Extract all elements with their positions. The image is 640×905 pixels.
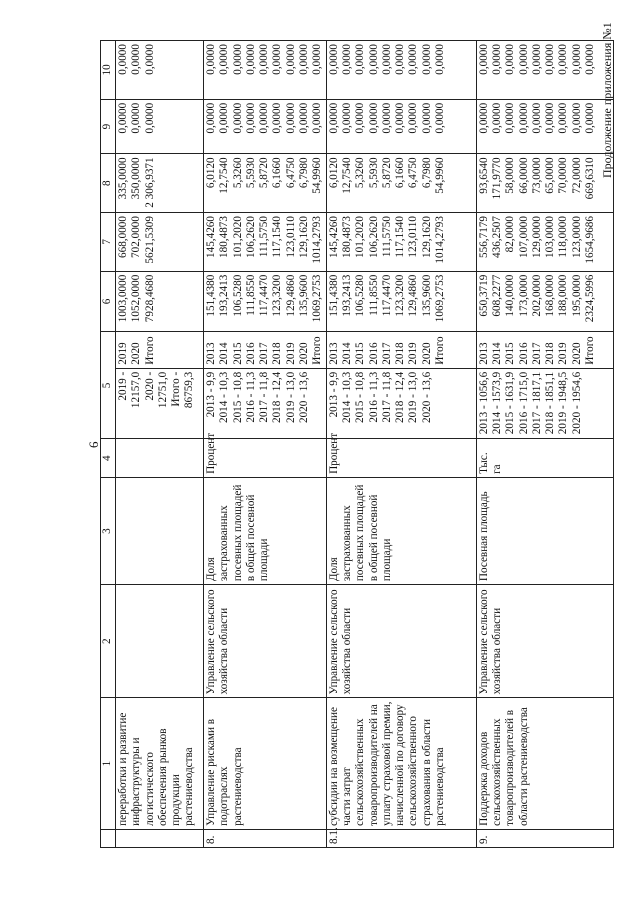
funding-col-8: 335,0000 350,0000 2 306,9371: [116, 154, 204, 213]
funding-col-8: 6,0120 12,7540 5,3260 5,5930 5,8720 6,1660 6,4750 6,7980 54,9960: [204, 154, 327, 213]
row-number: [116, 829, 204, 847]
header-col-5: 5: [101, 332, 116, 439]
funding-col-10: 0,0000 0,0000 0,0000 0,0000 0,0000 0,0000 0,0000 0,0000 0,0000: [204, 41, 327, 100]
funding-col-10: 0,0000 0,0000 0,0000 0,0000 0,0000 0,0000 0,0000 0,0000 0,0000: [476, 41, 613, 100]
row-number: 8.: [204, 829, 327, 847]
header-col-3: 3: [101, 477, 116, 584]
page-number: 6: [86, 441, 101, 448]
funding-col-10: 0,0000 0,0000 0,0000: [116, 41, 204, 100]
header-col-6: 6: [101, 271, 116, 332]
unit: Процент: [326, 439, 476, 477]
indicator-values-by-year: 2013 - 9,9 2014 - 10,3 2015 - 10,8 2016 - 11,3 2017 - 11,8 2018 - 12,4 2019 - 13,0 2020 - 13,6: [204, 368, 327, 439]
funding-col-10: 0,0000 0,0000 0,0000 0,0000 0,0000 0,0000 0,0000 0,0000 0,0000: [326, 41, 476, 100]
funding-col-7: 145,4260 180,4873 101,2020 106,2620 111,5750 117,1540 123,0110 129,1620 1014,2793: [204, 213, 327, 272]
table-row: [326, 41, 476, 848]
row-number: 9.: [476, 829, 613, 847]
header-num: [101, 829, 116, 847]
responsible-org: Управление сельского хозяйства области: [326, 585, 476, 698]
header-col-10: 10: [101, 41, 116, 100]
funding-years: 2013 2014 2015 2016 2017 2018 2019 2020 Итого: [204, 332, 327, 368]
funding-col-9: 0,0000 0,0000 0,0000: [116, 99, 204, 154]
indicator-name: [116, 477, 204, 584]
header-col-2: 2: [101, 585, 116, 698]
indicator-name: Доля застрахованных посевных площадей в общей посевной площади: [204, 477, 327, 584]
funding-total: 151,4380 193,2413 106,5280 111,8550 117,4470 123,3200 129,4860 135,9600 1069,2753: [204, 271, 327, 332]
unit: Процент: [204, 439, 327, 477]
header-col-7: 7: [101, 213, 116, 272]
event-name: Управление рисками в подотраслях растениеводства: [204, 698, 327, 829]
funding-total: 151,4380 193,2413 106,5280 111,8550 117,4470 123,3200 129,4860 135,9600 1069,2753: [326, 271, 476, 332]
funding-years: 2013 2014 2015 2016 2017 2018 2019 2020 Итого: [476, 332, 613, 368]
funding-col-9: 0,0000 0,0000 0,0000 0,0000 0,0000 0,0000 0,0000 0,0000 0,0000: [204, 99, 327, 154]
header-col-8: 8: [101, 154, 116, 213]
funding-total: 650,3719 608,2277 140,0000 173,0000 202,0000 168,0000 188,0000 195,0000 2324,5996: [476, 271, 613, 332]
funding-col-8: 6,0120 12,7540 5,3260 5,5930 5,8720 6,1660 6,4750 6,7980 54,9960: [326, 154, 476, 213]
unit: [116, 439, 204, 477]
event-name: Поддержка доходов сельскохозяйственных товаропроизводителей в области растениеводства: [476, 698, 613, 829]
header-col-4: 4: [101, 439, 116, 477]
rotated-table-container: [100, 40, 613, 848]
header-col-9: 9: [101, 99, 116, 154]
responsible-org: Управление сельского хозяйства области: [204, 585, 327, 698]
funding-col-9: 0,0000 0,0000 0,0000 0,0000 0,0000 0,0000 0,0000 0,0000 0,0000: [326, 99, 476, 154]
funding-col-8: 93,6540 171,9770 58,0000 66,0000 73,0000 65,0000 70,0000 72,0000 669,6310: [476, 154, 613, 213]
unit: Тыс. га: [476, 439, 613, 477]
funding-years: 2019 2020 Итого: [116, 332, 204, 368]
funding-col-7: 145,4260 180,4873 101,2020 106,2620 111,5750 117,1540 123,0110 129,1620 1014,2793: [326, 213, 476, 272]
funding-col-9: 0,0000 0,0000 0,0000 0,0000 0,0000 0,0000 0,0000 0,0000 0,0000: [476, 99, 613, 154]
header-col-1: 1: [101, 698, 116, 829]
table-row: [476, 41, 613, 848]
funding-col-7: 668,0000 702,0000 5621,5309: [116, 213, 204, 272]
appendix-note: Продолжение приложения №1: [600, 22, 614, 178]
indicator-values-by-year: 2013 - 9,9 2014 - 10,3 2015 - 10,8 2016 - 11,3 2017 - 11,8 2018 - 12,4 2019 - 13,0 2020 - 13,6: [326, 368, 476, 439]
indicator-values-by-year: 2019 - 12157,0 2020 - 12751,0 Итого - 86759,3: [116, 368, 204, 439]
indicator-name: Посевная площадь: [476, 477, 613, 584]
funding-years: 2013 2014 2015 2016 2017 2018 2019 2020 Итого: [326, 332, 476, 368]
event-name: переработки и развитие инфраструктуры и логистического обеспечения рынков продукции растениеводства: [116, 698, 204, 829]
program-table: [100, 40, 614, 848]
indicator-values-by-year: 2013 - 1056,6 2014 - 1573,9 2015 - 1631,9 2016 - 1715,0 2017 - 1817,1 2018 - 1851,1 2019 - 1948,5 2020 - 1954,6: [476, 368, 613, 439]
funding-total: 1003,0000 1052,0000 7928,4680: [116, 271, 204, 332]
table-row: [204, 41, 327, 848]
header-row: [101, 41, 116, 848]
funding-col-7: 556,7179 436,2507 82,0000 107,0000 129,0000 103,0000 118,0000 123,0000 1654,9686: [476, 213, 613, 272]
responsible-org: [116, 585, 204, 698]
indicator-name: Доля застрахованных посевных площадей в общей посевной площади: [326, 477, 476, 584]
table-row: [116, 41, 204, 848]
responsible-org: Управление сельского хозяйства области: [476, 585, 613, 698]
event-name: субсидии на возмещение части затрат сельскохозяйственных товаропроизводителей на уплату страховой премии, начисленной по договору сельскохозяйственного страхования в области растениеводства: [326, 698, 476, 829]
row-number: 8.1.: [326, 829, 476, 847]
